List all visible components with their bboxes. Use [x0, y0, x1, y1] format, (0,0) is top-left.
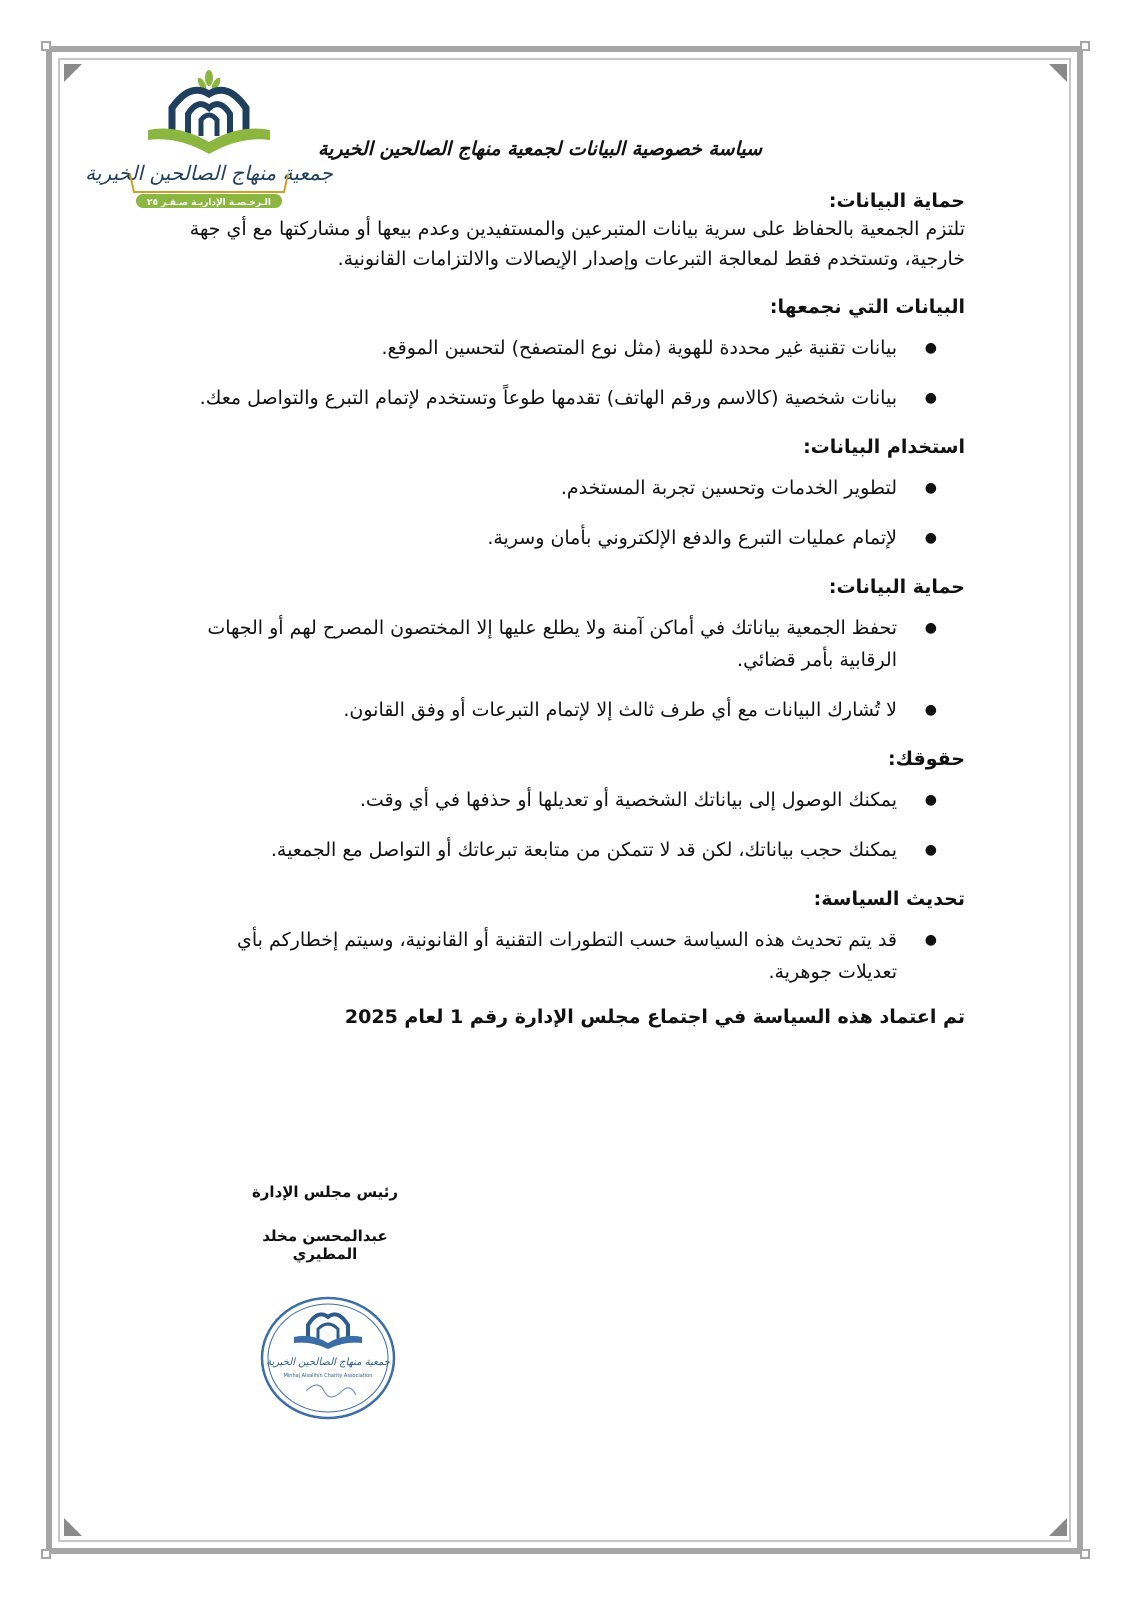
logo-calligraphy: جمعية منهاج الصالحين الخيرية	[85, 161, 333, 185]
bullet-icon: ●	[924, 530, 937, 546]
approval-statement: تم اعتماد هذه السياسة في اجتماع مجلس الإدارة رقم 1 لعام 2025	[344, 1006, 965, 1028]
bullet-list	[180, 612, 965, 726]
corner-ornament-br	[1080, 1549, 1090, 1559]
list-item	[180, 612, 937, 676]
list-item-text: يمكنك الوصول إلى بياناتك الشخصية أو تعديلها أو حذفها في أي وقت.	[359, 789, 897, 811]
signatory-role: رئيس مجلس الإدارة	[251, 1183, 399, 1201]
list-item-text: لإتمام عمليات التبرع والدفع الإلكتروني بأمان وسرية.	[487, 527, 897, 549]
seal-arabic-text: جمعية منهاج الصالحين الخيرية	[266, 1357, 390, 1368]
list-item-text: لتطوير الخدمات وتحسين تجربة المستخدم.	[560, 477, 897, 499]
list-item-text: لا تُشارك البيانات مع أي طرف ثالث إلا لإتمام التبرعات أو وفق القانون.	[343, 699, 897, 721]
corner-triangle-br	[1049, 1518, 1067, 1536]
bullet-icon: ●	[924, 340, 937, 356]
section-paragraph: تلتزم الجمعية بالحفاظ على سرية بيانات المتبرعين والمستفيدين وعدم بيعها أو مشاركتها مع أي جهة خارجية، وتستخدم فقط لمعالجة التبرعات وإصدار الإيصالات والالتزامات القانونية.	[189, 218, 965, 270]
section-heading: حماية البيانات:	[828, 190, 965, 212]
section-policy-update	[180, 888, 965, 988]
corner-ornament-tr	[1080, 41, 1090, 51]
bullet-list	[180, 924, 965, 988]
list-item	[180, 694, 937, 726]
section-data-collected	[180, 296, 965, 414]
corner-triangle-bl	[64, 1518, 82, 1536]
list-item-text: تحفظ الجمعية بياناتك في أماكن آمنة ولا يطلع عليها إلا المختصون المصرح لهم أو الجهات الرقابية بأمر قضائي.	[207, 617, 897, 671]
bullet-icon: ●	[924, 390, 937, 406]
signatory-name: عبدالمحسن مخلد المطيري	[262, 1227, 388, 1263]
bullet-icon: ●	[924, 620, 937, 636]
bullet-list	[180, 472, 965, 554]
section-data-usage	[180, 436, 965, 554]
list-item	[180, 382, 937, 414]
list-item-text: بيانات تقنية غير محددة للهوية (مثل نوع المتصفح) لتحسين الموقع.	[381, 337, 897, 359]
official-seal	[258, 1295, 398, 1421]
list-item	[180, 522, 937, 554]
corner-triangle-tr	[1049, 64, 1067, 82]
policy-body	[180, 190, 965, 1028]
section-heading: حماية البيانات:	[828, 576, 965, 598]
list-item	[180, 332, 937, 364]
bullet-icon: ●	[924, 480, 937, 496]
document-title: سياسة خصوصية البيانات لجمعية منهاج الصالحين الخيرية	[317, 138, 763, 160]
list-item	[180, 472, 937, 504]
section-heading: البيانات التي نجمعها:	[769, 296, 965, 318]
list-item	[180, 924, 937, 988]
corner-triangle-tl	[64, 64, 82, 82]
section-data-protection-intro	[180, 190, 965, 274]
corner-ornament-bl	[41, 1549, 51, 1559]
section-heading: استخدام البيانات:	[803, 436, 965, 458]
corner-ornament-tl	[41, 41, 51, 51]
section-heading: حقوقك:	[887, 748, 965, 770]
list-item-text: قد يتم تحديث هذه السياسة حسب التطورات التقنية أو القانونية، وسيتم إخطاركم بأي تعديلات جوهرية.	[236, 929, 897, 983]
seal-english-text: Minhaj Alsalihin Charity Association	[283, 1373, 373, 1379]
list-item	[180, 784, 937, 816]
signature-block	[240, 1183, 410, 1289]
section-heading: تحديث السياسة:	[813, 888, 965, 910]
section-data-protection	[180, 576, 965, 726]
logo-license-text: الـرخـصـة الإداريـة صـفـر ٢٥	[146, 198, 272, 208]
bullet-icon: ●	[924, 792, 937, 808]
bullet-icon: ●	[924, 932, 937, 948]
signature-scribble	[306, 1385, 356, 1397]
bullet-icon: ●	[924, 842, 937, 858]
bullet-list	[180, 784, 965, 866]
list-item	[180, 834, 937, 866]
bullet-list	[180, 332, 965, 414]
section-your-rights	[180, 748, 965, 866]
list-item-text: يمكنك حجب بياناتك، لكن قد لا تتمكن من متابعة تبرعاتك أو التواصل مع الجمعية.	[270, 839, 897, 861]
list-item-text: بيانات شخصية (كالاسم ورقم الهاتف) تقدمها طوعاً وتستخدم لإتمام التبرع والتواصل معك.	[199, 387, 897, 409]
bullet-icon: ●	[924, 702, 937, 718]
